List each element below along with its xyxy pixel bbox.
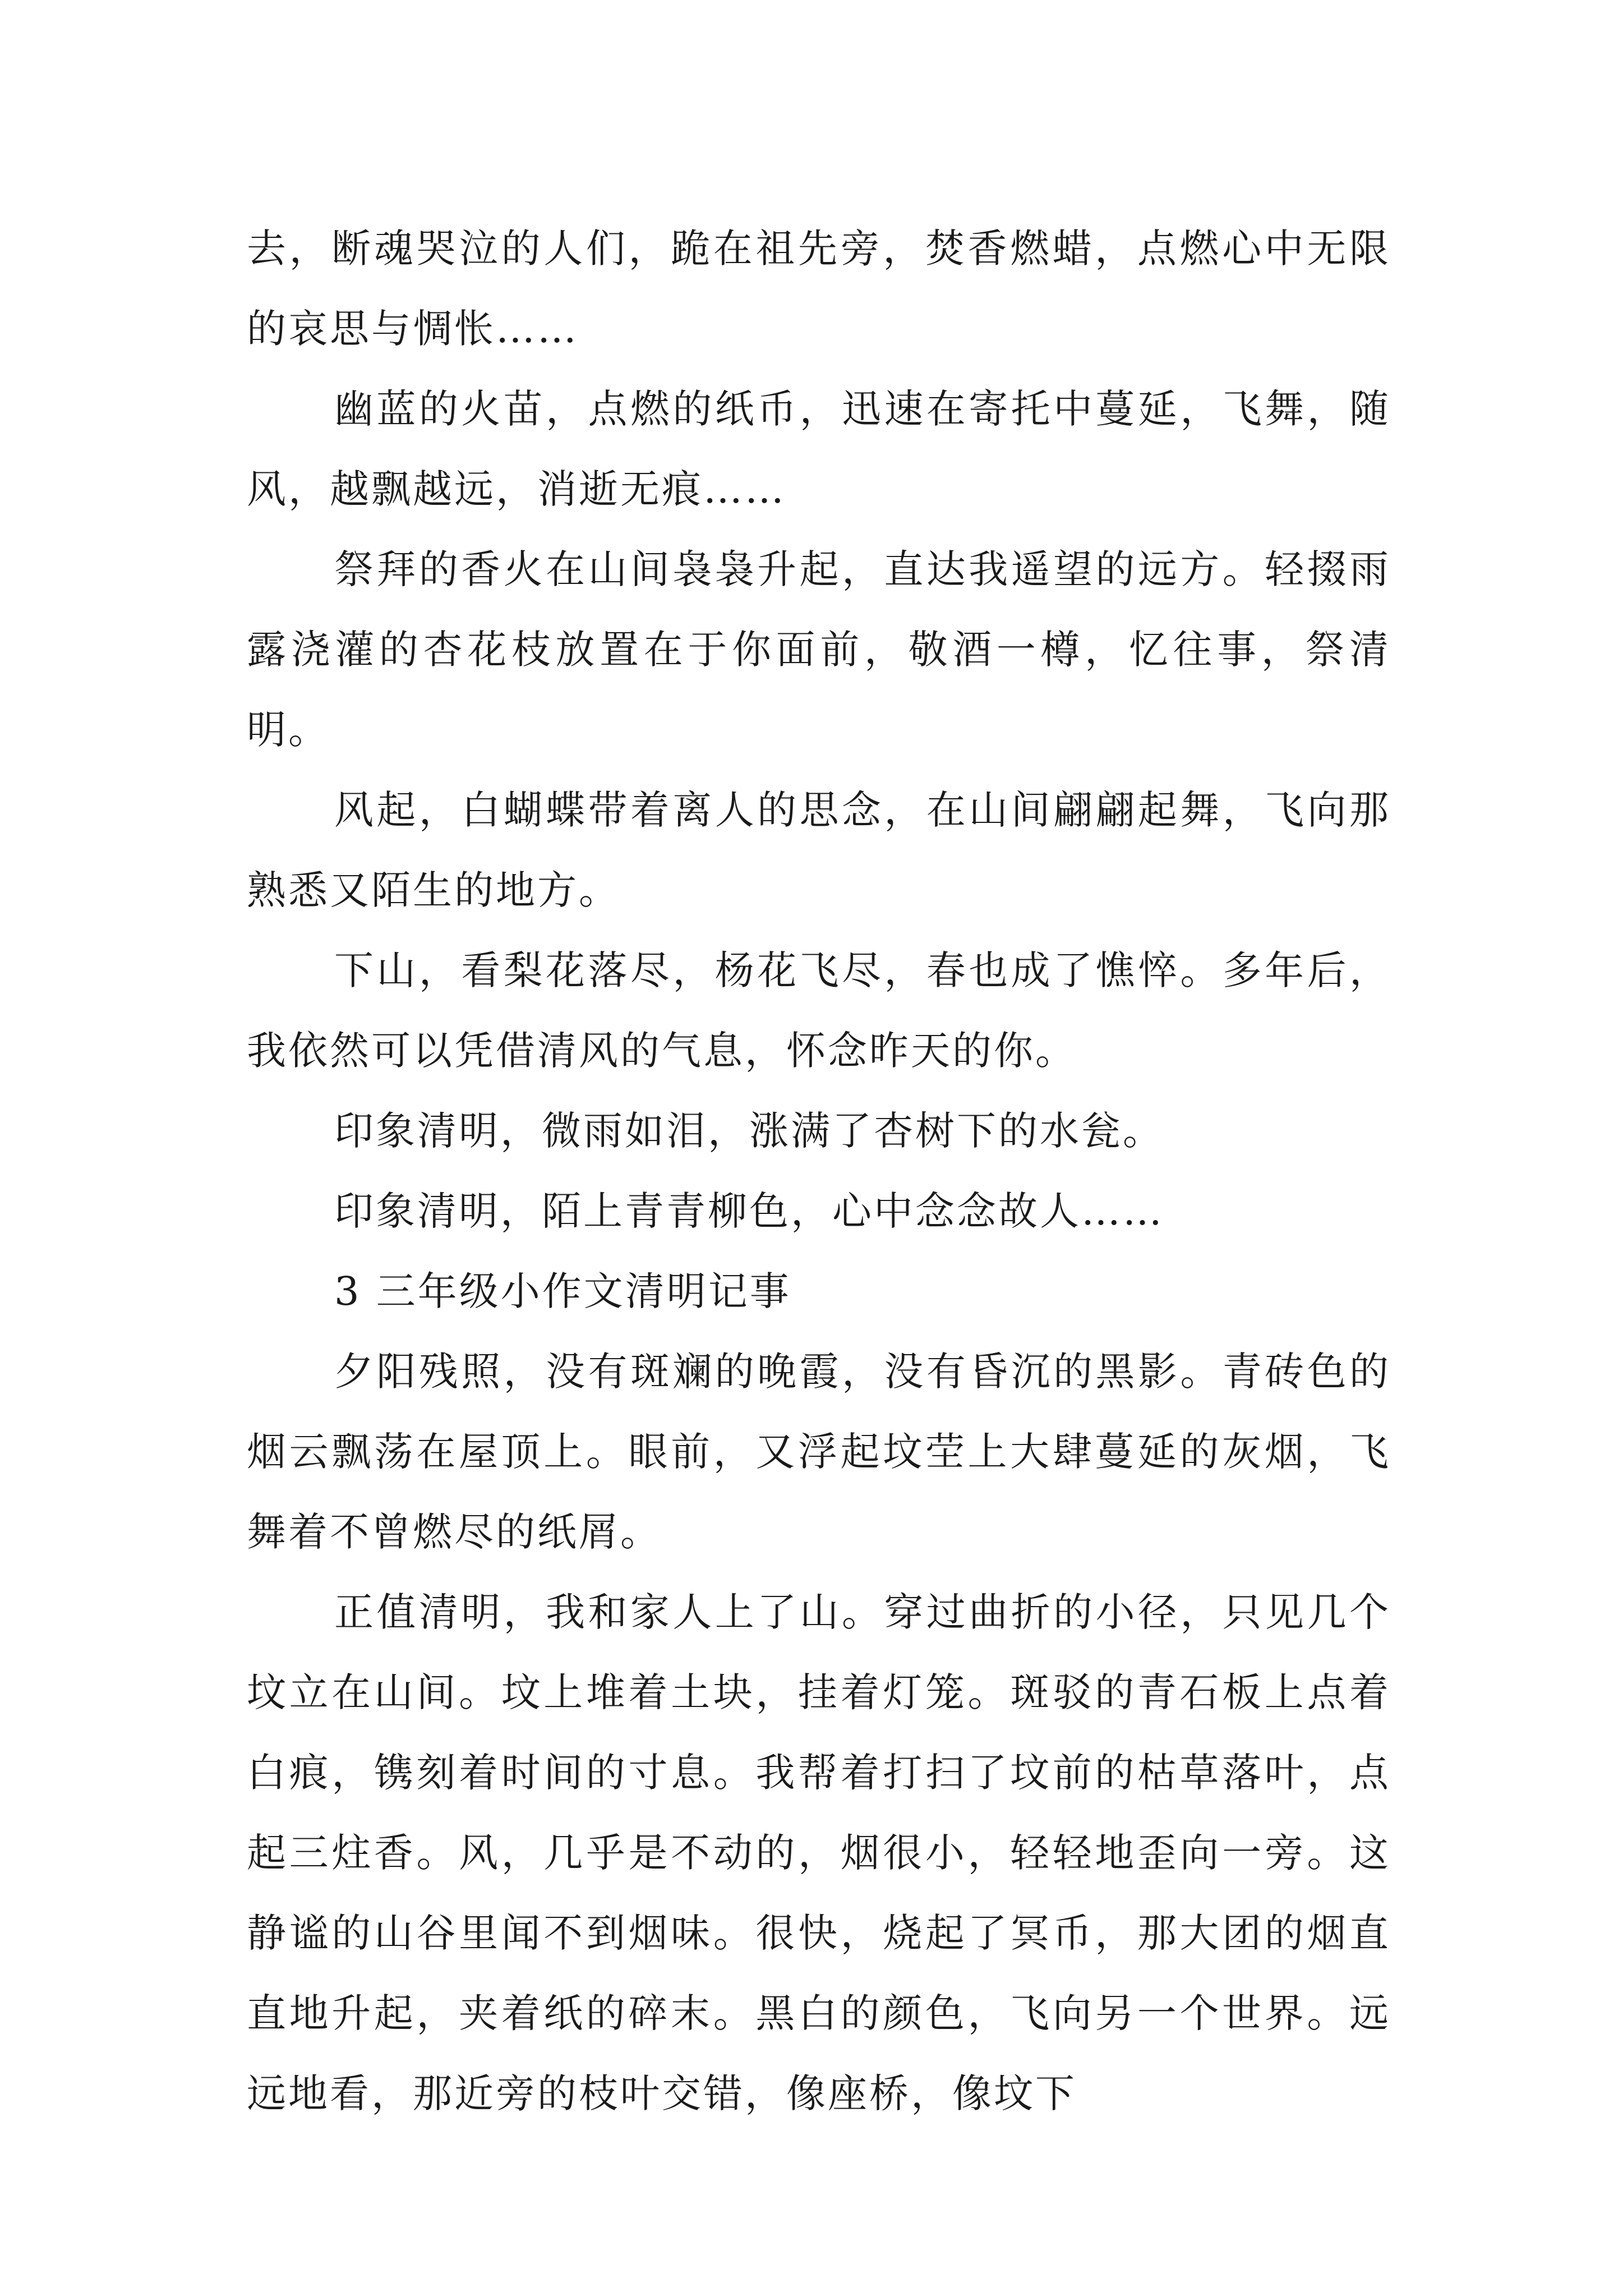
paragraph: 印象清明，微雨如泪，涨满了杏树下的水瓮。 bbox=[334, 1108, 1164, 1154]
paragraph: 祭拜的香火在山间袅袅升起，直达我遥望的远方。轻掇雨露浇灌的杏花枝放置在于你面前，敬酒一樽，忆往事，祭清明。 bbox=[247, 546, 1391, 753]
paragraph: 去，断魂哭泣的人们，跪在祖先旁，焚香燃蜡，点燃心中无限的哀思与惆怅…… bbox=[247, 226, 1391, 352]
paragraph: 正值清明，我和家人上了山。穿过曲折的小径，只见几个坟立在山间。坟上堆着土块，挂着灯笼。斑驳的青石板上点着白痕，镌刻着时间的寸息。我帮着打扫了坟前的枯草落叶，点起三炷香。风，几乎是不动的，烟很小，轻轻地歪向一旁。这静谧的山谷里闻不到烟味。很快，烧起了冥币，那大团的烟直直地升起，夹着纸的碎末。黑白的颜色，飞向另一个世界。远远地看，那近旁的枝叶交错，像座桥，像坟下 bbox=[247, 1589, 1391, 2116]
document-body bbox=[247, 209, 1391, 2134]
paragraph: 夕阳残照，没有斑斓的晚霞，没有昏沉的黑影。青砖色的烟云飘荡在屋顶上。眼前，又浮起坟茔上大肆蔓延的灰烟，飞舞着不曾燃尽的纸屑。 bbox=[247, 1349, 1391, 1555]
paragraph: 幽蓝的火苗，点燃的纸币，迅速在寄托中蔓延，飞舞，随风，越飘越远，消逝无痕…… bbox=[247, 386, 1391, 512]
section-heading: 3 三年级小作文清明记事 bbox=[334, 1268, 791, 1314]
paragraph: 印象清明，陌上青青柳色，心中念念故人…… bbox=[334, 1188, 1164, 1234]
paragraph: 下山，看梨花落尽，杨花飞尽，春也成了憔悴。多年后，我依然可以凭借清风的气息，怀念昨天的你。 bbox=[247, 947, 1391, 1074]
paragraph: 风起，白蝴蝶带着离人的思念，在山间翩翩起舞，飞向那熟悉又陌生的地方。 bbox=[247, 787, 1391, 913]
